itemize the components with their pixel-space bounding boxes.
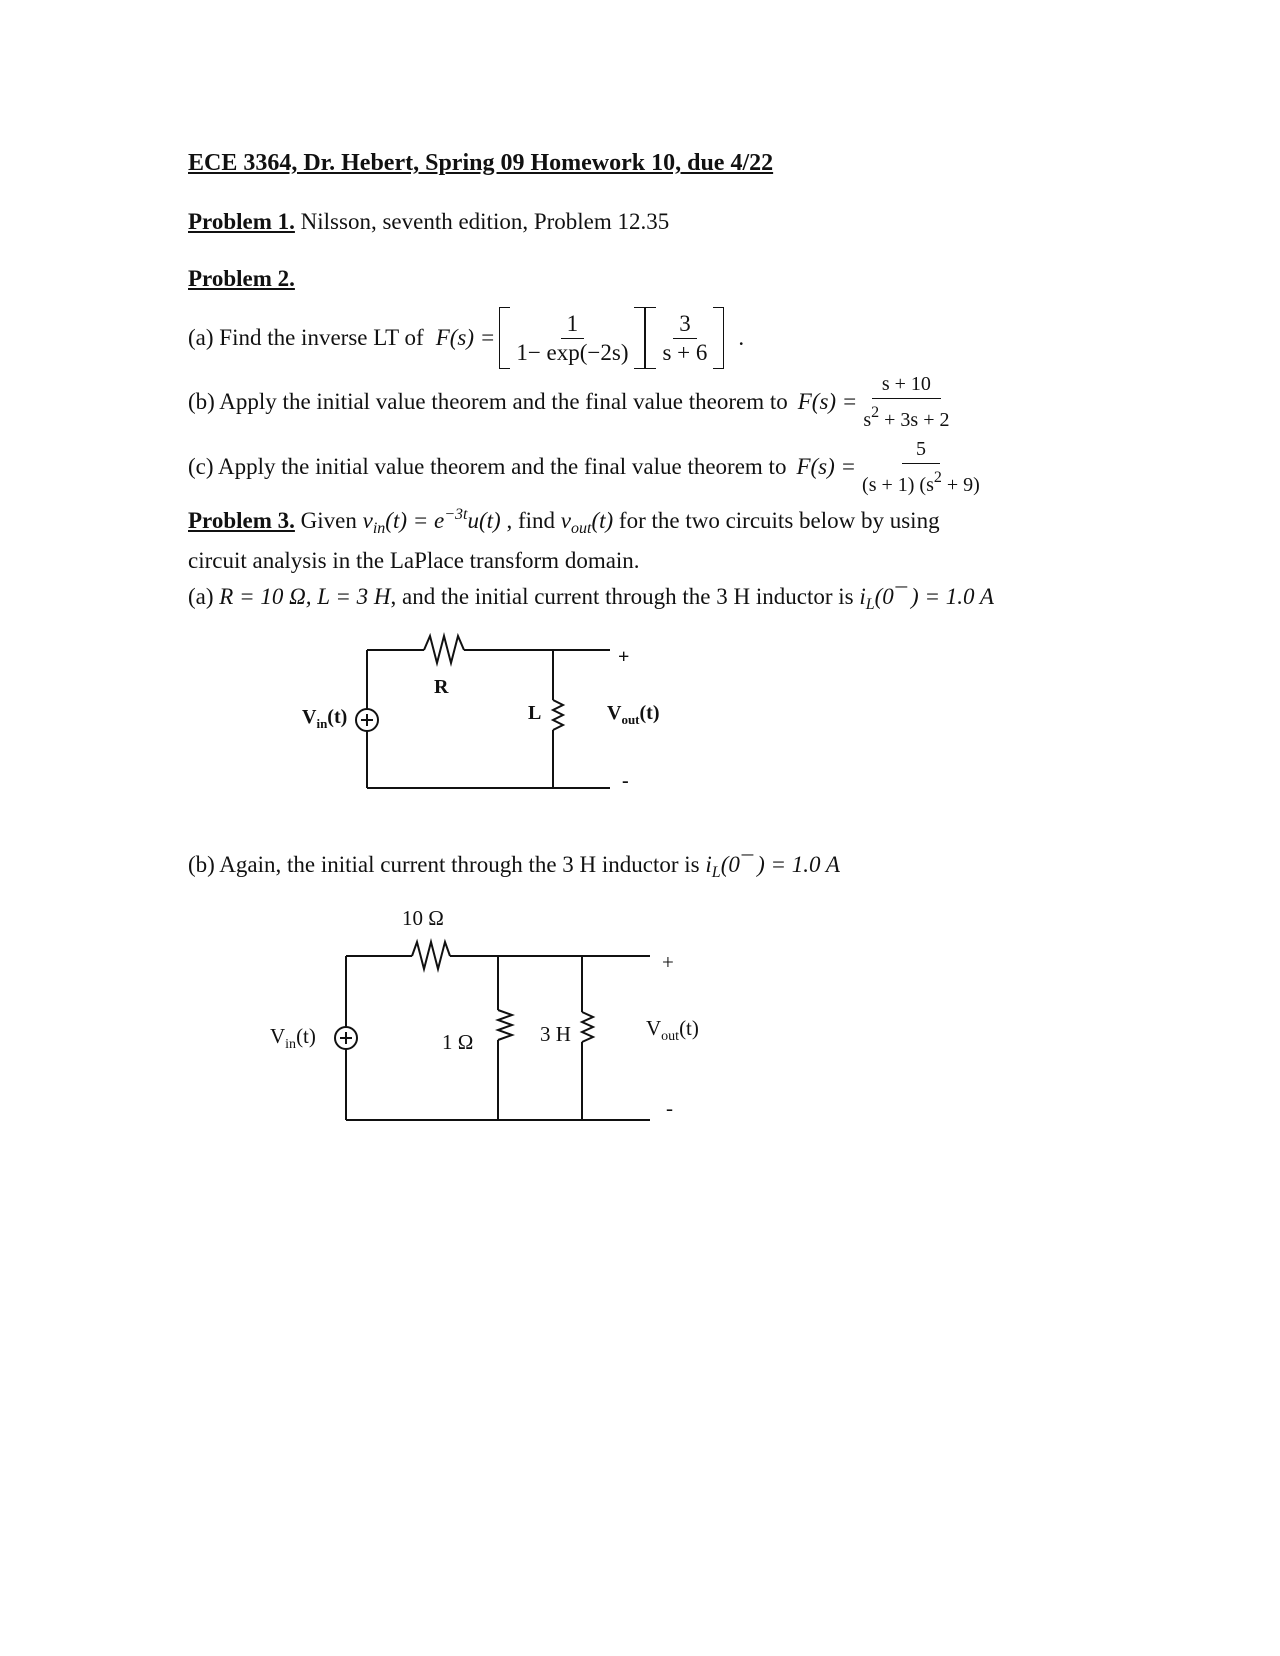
problem-2-label: Problem 2. — [188, 266, 295, 291]
circuit-b-plus: + — [662, 950, 674, 974]
problem-2c-lhs: F(s) = — [796, 454, 857, 479]
circuit-b-l-label: 3 H — [540, 1022, 571, 1046]
problem-2a-text: (a) Find the inverse LT of — [188, 325, 424, 350]
problem-3b: (b) Again, the initial current through the 3 H inductor is $i_L(0¯$ ) = 1.0 A — [188, 852, 840, 881]
circuit-b-inductor — [582, 1012, 593, 1042]
circuit-a-l-label: L — [528, 702, 542, 724]
problem-2b-lhs: F(s) = — [797, 389, 858, 414]
fraction-2-num: 3 — [673, 312, 697, 339]
circuit-a-plus: + — [618, 646, 630, 668]
fraction-2-den: s + 6 — [662, 339, 708, 365]
problem-1-label: Problem 1. — [188, 209, 295, 234]
fraction-1-den: 1− exp(−2s) — [516, 339, 629, 365]
circuit-a-vin-label: $V_{in}(t)$ — [302, 706, 348, 731]
circuit-a-vout-label: $V_{out}(t)$ — [607, 702, 660, 727]
fraction-2b-num: s + 10 — [872, 372, 941, 399]
problem-3-line-1: Problem 3. Given $v_{in}(t) = e^{-3t}u(t)$ , find $v_{out}(t)$ for the two circuits below by using — [188, 506, 940, 537]
problem-1-text: Nilsson, seventh edition, Problem 12.35 — [300, 209, 670, 234]
problem-2a-period: . — [738, 325, 745, 350]
problem-3a: (a) R = 10 Ω, L = 3 H, and the initial current through the 3 H inductor is $i_L(0¯$ ) = 1.0 A — [188, 584, 994, 613]
page-title: ECE 3364, Dr. Hebert, Spring 09 Homework 10, due 4/22 — [188, 150, 774, 176]
circuit-a-r-label: R — [434, 676, 449, 698]
circuit-b-vout-label: $V_{out}(t)$ — [646, 1016, 699, 1044]
problem-2c-text: (c) Apply the initial value theorem and the final value theorem to — [188, 454, 787, 479]
problem-2b-text: (b) Apply the initial value theorem and the final value theorem to — [188, 389, 788, 414]
circuit-b-r-top-label: 10 Ω — [402, 906, 444, 930]
fraction-2b-den: $s^2 + 3s + 2$ — [863, 404, 950, 431]
fraction-2c-num: 5 — [902, 437, 940, 464]
circuit-b-minus: - — [666, 1096, 673, 1120]
fraction-1-num: 1 — [561, 312, 585, 339]
circuit-b-resistor-series — [412, 942, 450, 969]
circuit-b-vin-label: $V_{in}(t)$ — [270, 1024, 316, 1052]
circuit-b-r-shunt-label: 1 Ω — [442, 1030, 474, 1054]
problem-3-label: Problem 3. — [188, 508, 295, 533]
problem-2a-lhs: F(s) = — [435, 325, 496, 350]
circuit-b-resistor-shunt — [498, 1010, 512, 1040]
problem-3-line-2: circuit analysis in the LaPlace transform domain. — [188, 548, 640, 573]
circuit-a-minus: - — [622, 770, 629, 792]
fraction-2c-den: (s + 1) $(s^2 + 9)$ — [862, 469, 980, 496]
